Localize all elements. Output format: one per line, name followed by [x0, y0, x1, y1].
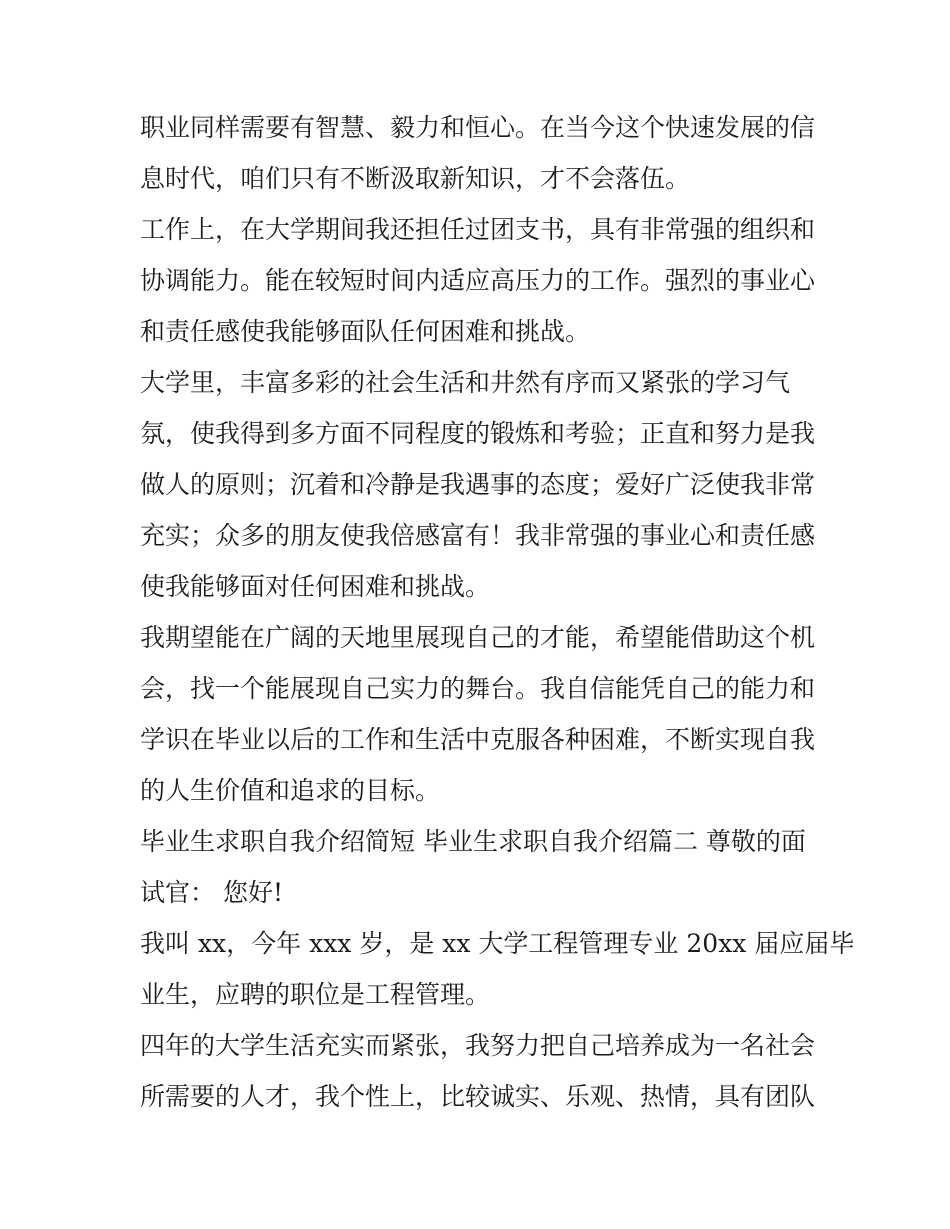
paragraph	[140, 102, 815, 204]
paragraph	[140, 204, 815, 357]
document-body	[140, 102, 855, 1122]
paragraph	[140, 918, 855, 1020]
text-line: 职业同样需要有智慧、毅力和恒心。在当今这个快速发展的信	[140, 113, 816, 142]
text-line: 使我能够面对任何困难和挑战。	[140, 572, 491, 601]
text-line: 工作上，在大学期间我还担任过团支书，具有非常强的组织和	[140, 215, 816, 244]
text-line: 所需要的人才，我个性上，比较诚实、乐观、热情，具有团队	[140, 1082, 816, 1111]
text-line: 学识在毕业以后的工作和生活中克服各种困难，不断实现自我	[140, 725, 816, 754]
paragraph	[140, 357, 815, 612]
paragraph	[140, 612, 815, 816]
text-line: 大学里，丰富多彩的社会生活和井然有序而又紧张的学习气	[140, 368, 791, 397]
paragraph	[140, 1020, 815, 1122]
text-line: 我期望能在广阔的天地里展现自己的才能，希望能借助这个机	[140, 623, 816, 652]
text-line: 氛，使我得到多方面不同程度的锻炼和考验；正直和努力是我	[140, 419, 816, 448]
text-line: 充实；众多的朋友使我倍感富有！我非常强的事业心和责任感	[140, 521, 816, 550]
section-heading-paragraph	[140, 816, 815, 918]
text-line: 四年的大学生活充实而紧张，我努力把自己培养成为一名社会	[140, 1031, 816, 1060]
text-line: 做人的原则；沉着和冷静是我遇事的态度；爱好广泛使我非常	[140, 470, 816, 499]
text-line: 和责任感使我能够面队任何困难和挑战。	[140, 317, 591, 346]
text-line: 息时代，咱们只有不断汲取新知识，才不会落伍。	[140, 164, 691, 193]
text-line: 的人生价值和追求的目标。	[140, 776, 441, 805]
text-line: 毕业生求职自我介绍简短 毕业生求职自我介绍篇二 尊敬的面	[140, 827, 806, 856]
text-line: 试官： 您好!	[140, 878, 283, 907]
text-line: 我叫 xx，今年 xxx 岁，是 xx 大学工程管理专业 20xx 届应届毕	[140, 929, 855, 958]
text-line: 协调能力。能在较短时间内适应高压力的工作。强烈的事业心	[140, 266, 816, 295]
text-line: 业生，应聘的职位是工程管理。	[140, 980, 491, 1009]
text-line: 会，找一个能展现自己实力的舞台。我自信能凭自己的能力和	[140, 674, 816, 703]
